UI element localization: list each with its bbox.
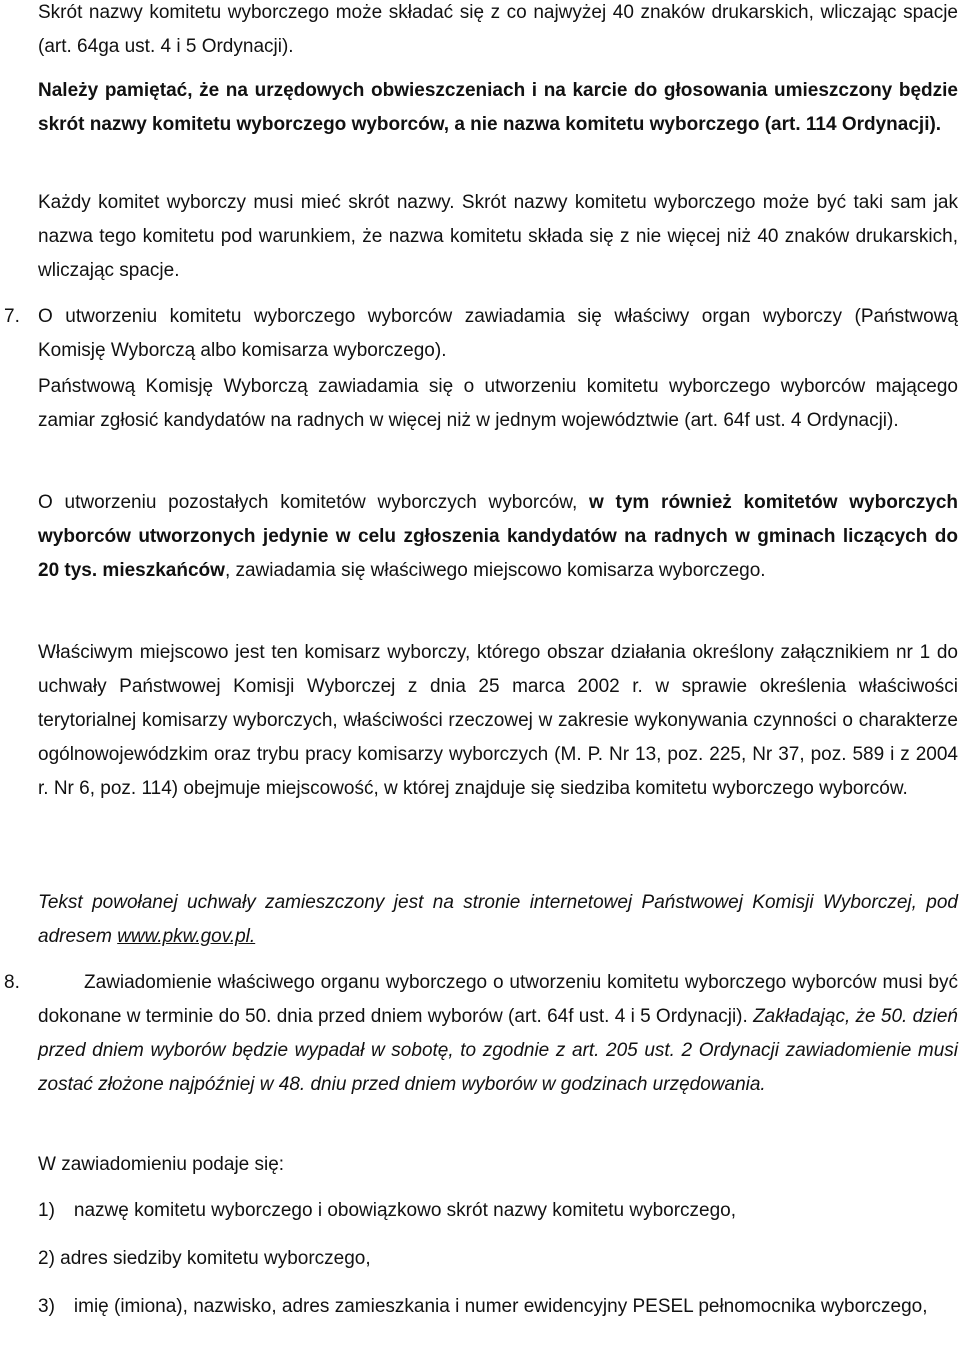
list-item: 1) nazwę komitetu wyborczego i obowiązkowo skrót nazwy komitetu wyborczego, <box>38 1200 737 1221</box>
section-number-8: 8. <box>4 972 20 993</box>
paragraph-resolution-text-note <box>38 886 958 954</box>
paragraph-notification-contents: W zawiadomieniu podaje się: <box>38 1154 285 1175</box>
list-item: 3) imię (imiona), nazwisko, adres zamieszkania i numer ewidencyjny PESEL pełnomocnika wyborczego, <box>38 1296 928 1317</box>
paragraph-notification-deadline-italic: Zakładając, że 50. dzień przed dniem wyborów będzie wypadał w sobotę, to zgodnie z art. 205 ust. 2 Ordynacji zawiadomienie musi zostać złożone najpóźniej w 48. dniu przed dniem wyborów w godzinach urzędowania. <box>38 1006 958 1095</box>
paragraph-competent-commissioner: Właściwym miejscowo jest ten komisarz wyborczy, którego obszar działania określony załącznikiem nr 1 do uchwały Państwowej Komisji Wyborczej z dnia 25 marca 2002 r. w sprawie określenia właściwości terytorialnej komisarzy wyborczych, właściwości rzeczowej w zakresie wykonywania czynności o charakterze ogólnowojewódzkim oraz trybu pracy komisarzy wyborczych (M. P. Nr 13, poz. 225, Nr 37, poz. 589 i z 2004 r. Nr 6, poz. 114) obejmuje miejscowość, w której znajduje się siedziba komitetu wyborczego wyborców. <box>38 642 958 799</box>
paragraph-notification-authority: O utworzeniu komitetu wyborczego wyborców zawiadamia się właściwy organ wyborczy (Państwową Komisję Wyborczą albo komisarza wyborczego). <box>38 306 958 361</box>
paragraph-notification-deadline <box>38 966 958 1102</box>
paragraph-ballot-note: Należy pamiętać, że na urzędowych obwieszczeniach i na karcie do głosowania umieszczony będzie skrót nazwy komitetu wyborczego wyborców, a nie nazwa komitetu wyborczego (art. 114 Ordynacji). <box>38 80 958 135</box>
section-number-7: 7. <box>4 306 20 327</box>
paragraph-pkw-notification: Państwową Komisję Wyborczą zawiadamia się o utworzeniu komitetu wyborczego wyborców mającego zamiar zgłosić kandydatów na radnych w więcej niż w jednym województwie (art. 64f ust. 4 Ordynacji). <box>38 376 958 431</box>
paragraph-abbreviation-required: Każdy komitet wyborczy musi mieć skrót nazwy. Skrót nazwy komitetu wyborczego może być taki sam jak nazwa tego komitetu pod warunkiem, że nazwa komitetu składa się z nie więcej niż 40 znaków drukarskich, wliczając spacje. <box>38 192 958 281</box>
paragraph-abbreviation-limit: Skrót nazwy komitetu wyborczego może składać się z co najwyżej 40 znaków drukarskich, wliczając spacje (art. 64ga ust. 4 i 5 Ordynacji). <box>38 2 958 57</box>
paragraph-notification-deadline-text: Zawiadomienie właściwego organu wyborczego o utworzeniu komitetu wyborczego wyborców musi być dokonane w terminie do 50. dnia przed dniem wyborów (art. 64f ust. 4 i 5 Ordynacji). <box>38 972 958 1027</box>
pkw-website-link[interactable]: www.pkw.gov.pl. <box>117 926 256 947</box>
list-item: 2) adres siedziby komitetu wyborczego, <box>38 1248 371 1269</box>
paragraph-other-committees-bold: w tym również komitetów wyborczych wyborców utworzonych jedynie w celu zgłoszenia kandydatów na radnych w gminach liczących do 20 tys. mieszkańców <box>38 492 958 581</box>
paragraph-other-committees-start: O utworzeniu pozostałych komitetów wyborczych wyborców, <box>38 492 589 513</box>
paragraph-other-committees <box>38 486 958 588</box>
paragraph-other-committees-end: , zawiadamia się właściwego miejscowo komisarza wyborczego. <box>224 560 766 581</box>
paragraph-resolution-text: Tekst powołanej uchwały zamieszczony jest na stronie internetowej Państwowej Komisji Wyborczej, pod adresem <box>38 892 958 947</box>
